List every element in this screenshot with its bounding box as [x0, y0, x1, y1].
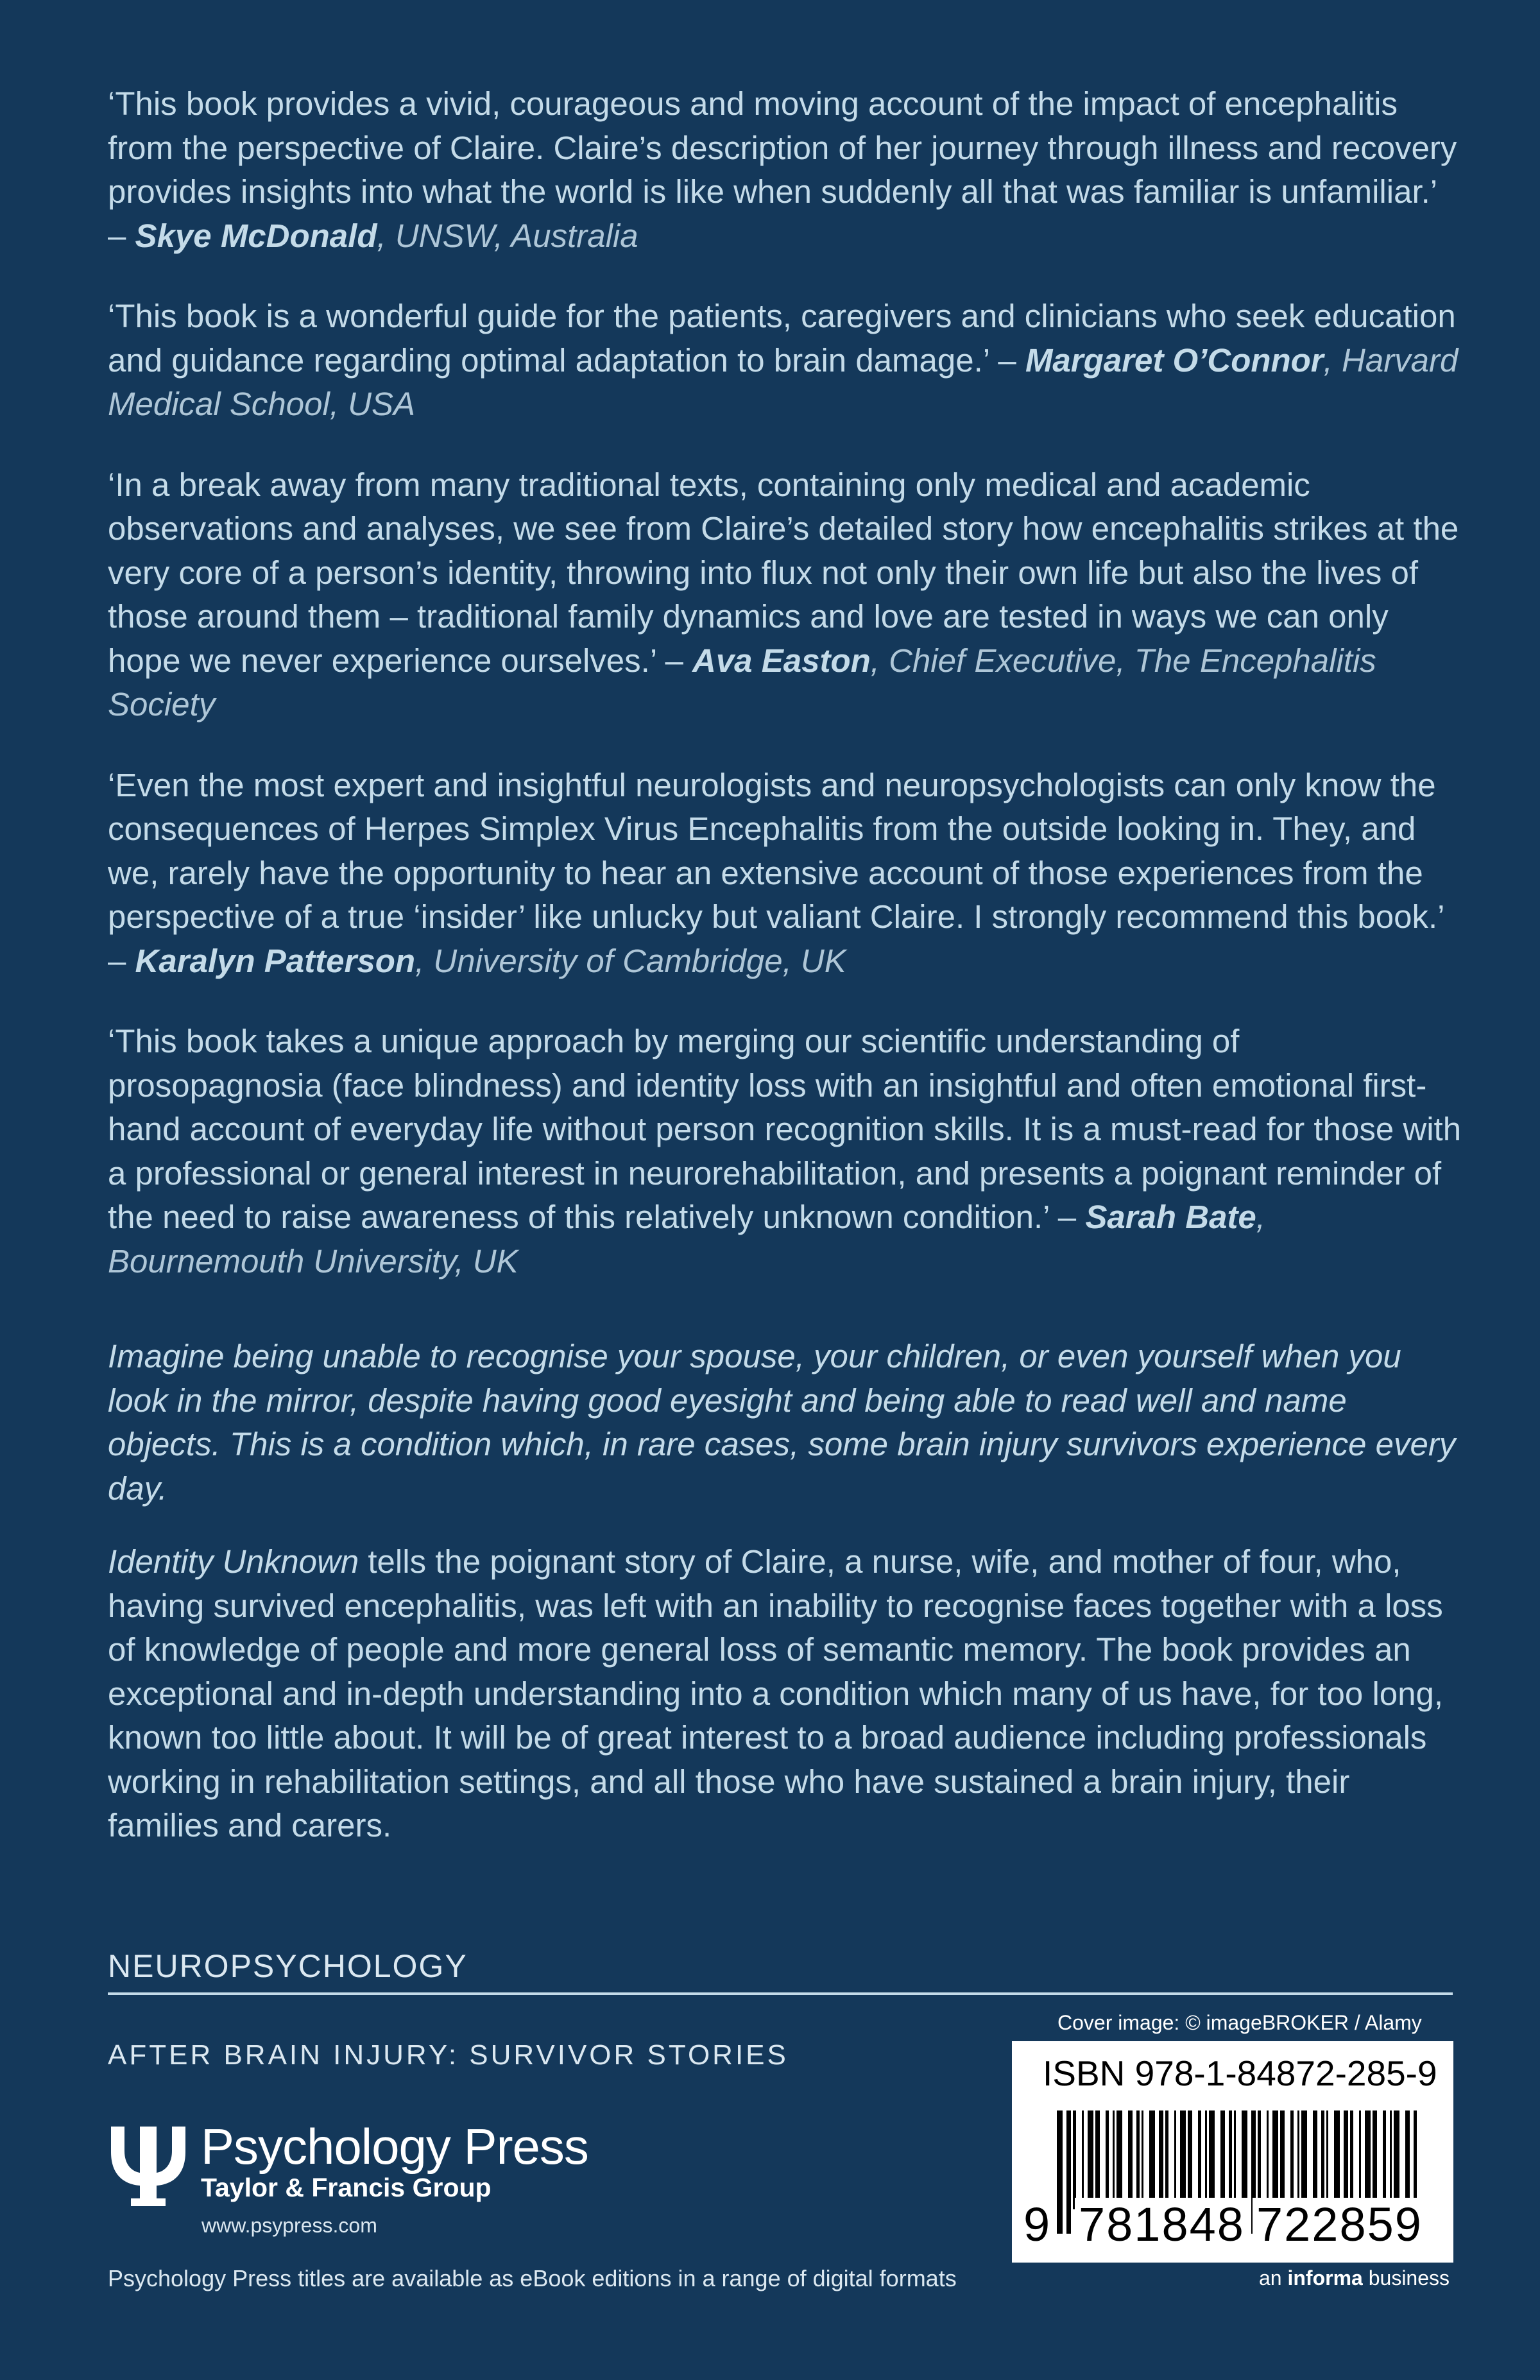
book-blurb	[108, 1335, 1462, 1878]
quote-author: Margaret O’Connor	[1025, 341, 1324, 379]
informa-prefix: an	[1259, 2266, 1288, 2290]
quote-affiliation: , Chief Executive, The Encephalitis Society	[108, 642, 1376, 723]
barcode-bar	[1136, 2110, 1140, 2209]
series-title: AFTER BRAIN INJURY: SURVIVOR STORIES	[108, 2039, 789, 2071]
informa-tagline	[1259, 2266, 1450, 2290]
barcode-bar	[1106, 2110, 1109, 2209]
barcode-bar	[1188, 2110, 1192, 2209]
barcode-digits-right: 722859	[1253, 2198, 1426, 2252]
psi-icon	[108, 2123, 189, 2209]
quote-text: ‘This book takes a unique approach by merging our scientific understanding of prosopagnosia (face blindness) and identity loss with an insightful and often emotional first-hand account of everyday life without person recognition skills. It is a must-read for those with a professional or general interest in neurorehabilitation, and presents a poignant reminder of the need to raise awareness of this relatively unknown condition.’ –	[108, 1023, 1462, 1235]
quote-text: ‘In a break away from many traditional texts, containing only medical and academic observations and analyses, we see from Claire’s detailed story how encephalitis strikes at the very core of a person’s identity, throwing into flux not only their own life but also the lives of those around them – traditional family dynamics and love are tested in ways we can only hope we never experience ourselves.’ –	[108, 466, 1459, 679]
barcode-bar	[1095, 2110, 1100, 2209]
endorsement-quote	[108, 82, 1462, 258]
barcode-bar	[1414, 2110, 1417, 2209]
barcode-bar	[1321, 2110, 1324, 2209]
barcode-bar	[1383, 2110, 1386, 2209]
barcode-bar	[1128, 2110, 1133, 2209]
subject-category: NEUROPSYCHOLOGY	[108, 1948, 468, 1984]
barcode-bar	[1326, 2110, 1328, 2209]
barcode-bar	[1350, 2110, 1353, 2209]
barcode-bar	[1394, 2110, 1399, 2209]
quote-affiliation: , Bournemouth University, UK	[108, 1199, 1265, 1280]
barcode-bar	[1365, 2110, 1371, 2209]
ebook-note: Psychology Press titles are available as eBook editions in a range of digital formats	[108, 2265, 957, 2291]
publisher-logo	[108, 2118, 595, 2227]
barcode-bar	[1149, 2110, 1155, 2209]
quote-author: Sarah Bate	[1085, 1199, 1256, 1235]
quote-author: Karalyn Patterson	[135, 942, 416, 979]
barcode-bar	[1082, 2110, 1084, 2209]
barcode-bar	[1313, 2110, 1317, 2209]
blurb-intro: Imagine being unable to recognise your spouse, your children, or even yourself when you look in the mirror, despite having good eyesight and being able to read well and name objects. This is a condition which, in rare cases, some brain injury survivors experience every day.	[108, 1338, 1456, 1507]
barcode-bar	[1209, 2110, 1215, 2209]
endorsements	[108, 82, 1462, 1320]
barcode-bar	[1159, 2110, 1163, 2209]
barcode-bar	[1344, 2110, 1348, 2209]
divider	[108, 1992, 1453, 1995]
barcode-bar	[1142, 2110, 1143, 2209]
quote-affiliation: , UNSW, Australia	[377, 217, 638, 254]
endorsement-quote	[108, 463, 1462, 727]
barcode-bar	[1297, 2110, 1299, 2209]
barcode-digit-first: 9	[1023, 2198, 1050, 2251]
informa-suffix: business	[1362, 2266, 1450, 2290]
quote-affiliation: , Harvard Medical School, USA	[108, 341, 1459, 422]
isbn-label: ISBN 978-1-84872-285-9	[1043, 2053, 1437, 2093]
endorsement-quote	[108, 764, 1462, 984]
barcode-bar	[1113, 2110, 1115, 2209]
barcode-bar	[1066, 2110, 1071, 2234]
barcode-bar	[1057, 2110, 1063, 2234]
barcode-bar	[1334, 2110, 1340, 2209]
barcode-bar	[1267, 2110, 1269, 2209]
barcode-bar	[1198, 2110, 1201, 2209]
barcode-bar	[1229, 2110, 1232, 2209]
quote-text: ‘This book is a wonderful guide for the patients, caregivers and clinicians who seek education and guidance regarding optimal adaptation to brain damage.’ –	[108, 298, 1456, 379]
blurb-description-text: tells the poignant story of Claire, a nurse, wife, and mother of four, who, having survived encephalitis, was left with an inability to recognise faces together with a loss of knowledge of people and more general loss of semantic memory. The book provides an exceptional and in-depth understanding into a condition which many of us have, for too long, known too little about. It will be of great interest to a broad audience including professionals working in rehabilitation settings, and all those who have sustained a brain injury, their families and carers.	[108, 1543, 1444, 1844]
barcode-bar	[1373, 2110, 1377, 2209]
barcode-bar	[1205, 2110, 1207, 2209]
informa-brand: informa	[1287, 2266, 1363, 2290]
cover-credit: Cover image: © imageBROKER / Alamy	[1057, 2011, 1422, 2034]
publisher-website: www.psypress.com	[201, 2214, 377, 2237]
barcode-bar	[1280, 2110, 1285, 2209]
quote-text: ‘This book provides a vivid, courageous and moving account of the impact of encephalitis from the perspective of Claire. Claire’s description of her journey through illness and recovery provides insights into what the world is like when suddenly all that was familiar is unfamiliar.’ –	[108, 85, 1457, 254]
barcode-bar	[1258, 2110, 1261, 2209]
barcode-bar	[1234, 2110, 1236, 2209]
book-title: Identity Unknown	[108, 1543, 359, 1580]
barcode-bar	[1220, 2110, 1225, 2209]
publisher-name: Psychology Press	[201, 2118, 588, 2175]
barcode-digits-left: 781848	[1075, 2198, 1249, 2252]
quote-affiliation: , University of Cambridge, UK	[415, 942, 846, 979]
endorsement-quote	[108, 295, 1462, 427]
barcode-bar	[1116, 2110, 1122, 2209]
publisher-group: Taylor & Francis Group	[201, 2173, 492, 2202]
blurb-description	[108, 1540, 1462, 1848]
barcode	[1012, 2041, 1453, 2263]
quote-text: ‘Even the most expert and insightful neurologists and neuropsychologists can only know the consequences of Herpes Simplex Virus Encephalitis from the outside looking in. They, and we, rarely have the opportunity to hear an extensive account of those experiences from the perspective of a true ‘insider’ like unlucky but valiant Claire. I strongly recommend this book.’ –	[108, 766, 1444, 979]
barcode-bar	[1359, 2110, 1361, 2209]
barcode-bar	[1088, 2110, 1093, 2209]
barcode-bar	[1301, 2110, 1307, 2209]
barcode-bar	[1405, 2110, 1410, 2209]
quote-author: Skye McDonald	[135, 217, 377, 254]
endorsement-quote	[108, 1020, 1462, 1283]
barcode-bar	[1180, 2110, 1186, 2209]
barcode-bar	[1174, 2110, 1176, 2209]
barcode-bar	[1390, 2110, 1392, 2209]
quote-author: Ava Easton	[692, 642, 871, 679]
barcode-bar	[1073, 2110, 1076, 2209]
barcode-bar	[1272, 2110, 1278, 2209]
barcode-bar	[1290, 2110, 1294, 2209]
barcode-bar	[1165, 2110, 1168, 2209]
